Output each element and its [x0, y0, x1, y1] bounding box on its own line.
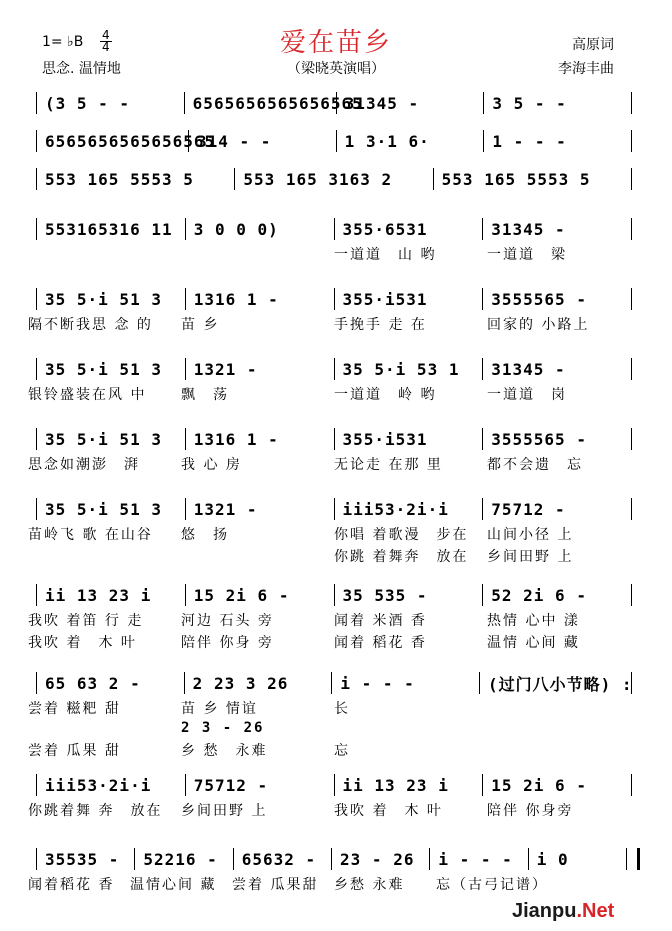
lyricist-credit: 高原词 — [572, 37, 614, 53]
lyric-segment: 我吹 着笛 行 走 — [28, 613, 144, 629]
lyric-segment: 你跳着舞 奔 放在 — [28, 803, 163, 819]
measure-notes: ii 13 23 i — [45, 585, 152, 605]
watermark-text-2: .Net — [576, 900, 615, 922]
lyric-line — [28, 454, 640, 474]
lyric-line — [28, 874, 640, 894]
barline — [482, 288, 483, 310]
barline — [433, 168, 434, 190]
barline — [185, 288, 186, 310]
measure-notes: 31345 - — [491, 219, 566, 239]
lyric-segment: 温情 心间 藏 — [487, 635, 580, 651]
barline — [482, 774, 483, 796]
measure-notes: 1321 - — [193, 499, 258, 519]
barline — [336, 92, 337, 114]
notation-line — [28, 496, 640, 522]
lyric-line — [28, 524, 640, 544]
measure-notes: 3555565 - — [491, 289, 587, 309]
barline — [185, 774, 186, 796]
measure-notes: 35 5·i 51 3 — [45, 289, 162, 309]
measure-notes: i 0 — [536, 849, 569, 869]
barline — [331, 672, 332, 694]
barline — [631, 168, 632, 190]
barline — [336, 130, 337, 152]
measure-notes: 1 3·1 6· — [344, 131, 430, 151]
lyric-segment: 我 心 房 — [181, 457, 242, 473]
notation-line — [28, 216, 640, 242]
measure-notes: ii 13 23 i — [342, 775, 449, 795]
lyric-segment: 忘 — [334, 743, 350, 759]
lyric-segment: 闻着 稻花 香 — [334, 635, 427, 651]
barline — [185, 584, 186, 606]
barline — [631, 92, 632, 114]
lyric-segment: 一道道 梁 — [487, 247, 567, 263]
lyric-line — [28, 800, 640, 820]
measure-notes: 31345 - — [491, 359, 566, 379]
barline — [334, 288, 335, 310]
lyric-segment: 尝着 瓜果 甜 — [28, 743, 121, 759]
lyric-segment: 我吹 着 木 叶 — [334, 803, 443, 819]
lyric-segment: 一道道 山 哟 — [334, 247, 437, 263]
lyric-line-second-verse — [28, 740, 640, 760]
alt-notation-line — [28, 720, 640, 736]
measure-notes: i - - - — [438, 849, 513, 869]
barline — [334, 584, 335, 606]
lyric-line-second-verse — [28, 632, 640, 652]
barline — [528, 848, 529, 870]
lyric-segment: 银铃盛装在风 中 — [28, 387, 147, 403]
singer-credit: （梁晓英演唱） — [287, 61, 385, 77]
composer-credit: 李海丰曲 — [558, 61, 614, 77]
barline — [429, 848, 430, 870]
barline — [233, 848, 234, 870]
lyric-segment: 悠 扬 — [181, 527, 229, 543]
measure-notes: 65632 - — [241, 849, 317, 869]
measure-notes: 75712 - — [193, 775, 269, 795]
barline — [631, 774, 632, 796]
barline — [36, 358, 37, 380]
time-signature — [100, 30, 112, 53]
measure-notes: (3 5 - - — [45, 93, 131, 113]
lyric-segment: 苗 乡 情谊 — [181, 701, 258, 717]
lyric-segment: 河边 石头 旁 — [181, 613, 274, 629]
barline — [36, 288, 37, 310]
barline — [482, 428, 483, 450]
barline — [185, 428, 186, 450]
barline — [36, 218, 37, 240]
lyric-segment: 乡间田野 上 — [181, 803, 268, 819]
lyric-line — [28, 384, 640, 404]
measure-notes: 553 165 5553 5 — [45, 169, 194, 189]
lyric-segment: 闻着稻花 香 — [28, 877, 115, 893]
lyric-segment: 忘（古弓记谱） — [436, 877, 548, 893]
tempo-mood: 思念. 温情地 — [42, 61, 121, 77]
barline — [36, 92, 37, 114]
lyric-segment: 你唱 着歌漫 步在 — [334, 527, 469, 543]
barline — [185, 218, 186, 240]
lyric-segment: 手挽手 走 在 — [334, 317, 427, 333]
measure-notes: 355·6531 — [342, 219, 428, 239]
measure-notes: 35 5·i 51 3 — [45, 499, 162, 519]
measure-notes: 3555565 - — [491, 429, 587, 449]
lyric-segment: 一道道 岭 哟 — [334, 387, 437, 403]
time-numerator: 4 — [102, 28, 110, 42]
measure-notes: 35 5·i 53 1 — [342, 359, 460, 379]
measure-notes: 1316 1 - — [193, 289, 279, 309]
lyric-segment: 隔不断我思 念 的 — [28, 317, 153, 333]
lyric-segment: 陪伴 你身旁 — [487, 803, 574, 819]
barline — [631, 218, 632, 240]
notation-line — [28, 772, 640, 798]
barline — [334, 358, 335, 380]
lyric-line-second-verse — [28, 546, 640, 566]
measure-notes: 35535 - — [45, 849, 120, 869]
lyric-segment: 山间小径 上 — [487, 527, 574, 543]
lyric-segment: 尝着 糍粑 甜 — [28, 701, 121, 717]
site-watermark — [512, 900, 614, 923]
measure-notes: iii53·2i·i — [45, 775, 152, 795]
barline — [36, 584, 37, 606]
barline — [188, 130, 189, 152]
measure-notes: 35 535 - — [342, 585, 428, 605]
lyric-segment: 陪伴 你身 旁 — [181, 635, 274, 651]
measure-notes: 355·i531 — [342, 289, 428, 309]
barline — [631, 584, 632, 606]
barline — [36, 498, 37, 520]
watermark-text-1: Jianpu — [512, 900, 577, 922]
lyric-segment: 乡 愁 永难 — [181, 743, 268, 759]
barline — [36, 168, 37, 190]
measure-notes: 52 2i 6 - — [491, 585, 587, 605]
final-barline — [637, 848, 640, 870]
measure-notes: 15 2i 6 - — [193, 585, 290, 605]
lyric-segment: 长 — [334, 701, 350, 717]
barline — [134, 848, 135, 870]
measure-notes: i - - - — [340, 673, 415, 693]
barline — [185, 498, 186, 520]
barline — [483, 92, 484, 114]
barline — [483, 130, 484, 152]
lyric-segment: 思念如潮澎 湃 — [28, 457, 140, 473]
notation-line — [28, 286, 640, 312]
lyric-segment: 苗 乡 — [181, 317, 220, 333]
barline — [334, 498, 335, 520]
notation-line — [28, 166, 640, 192]
key-signature: 1= ♭B — [42, 34, 84, 50]
barline — [482, 584, 483, 606]
barline — [631, 428, 632, 450]
measure-notes: 355·i531 — [342, 429, 428, 449]
notation-line — [28, 90, 640, 116]
barline — [334, 774, 335, 796]
measure-notes: 1321 - — [193, 359, 258, 379]
barline — [331, 848, 332, 870]
measure-notes: 6565656565656565 — [192, 93, 363, 113]
measure-notes: (过门八小节略) : — [488, 674, 633, 694]
barline — [482, 358, 483, 380]
lyric-segment: 闻着 米酒 香 — [334, 613, 427, 629]
barline — [334, 428, 335, 450]
lyric-segment: 都不会遗 忘 — [487, 457, 583, 473]
measure-notes: 2 23 3 26 — [192, 673, 289, 693]
notation-line — [28, 846, 640, 872]
lyric-segment: 无论走 在那 里 — [334, 457, 443, 473]
measure-notes: 31345 - — [344, 93, 420, 113]
lyric-segment: 乡愁 永难 — [334, 877, 405, 893]
barline — [482, 218, 483, 240]
measure-notes: 15 2i 6 - — [491, 775, 587, 795]
barline — [482, 498, 483, 520]
notation-line — [28, 426, 640, 452]
measure-notes: 65 63 2 - — [45, 673, 141, 693]
measure-notes: 314 - - — [197, 131, 272, 151]
notation-line — [28, 356, 640, 382]
barline — [185, 358, 186, 380]
lyric-line — [28, 314, 640, 334]
notation-line — [28, 128, 640, 154]
barline — [631, 130, 632, 152]
lyric-segment: 一道道 岗 — [487, 387, 567, 403]
measure-notes: 1 - - - — [492, 131, 567, 151]
lyric-segment: 温情心间 藏 — [130, 877, 217, 893]
lyric-line — [28, 610, 640, 630]
barline — [184, 672, 185, 694]
lyric-segment: 热情 心中 漾 — [487, 613, 580, 629]
measure-notes: 1316 1 - — [193, 429, 279, 449]
measure-notes: 553 165 5553 5 — [441, 169, 591, 189]
measure-notes: 6565656565656565 — [45, 131, 216, 151]
measure-notes: 553165316 11 — [45, 219, 173, 239]
lyric-segment: 乡间田野 上 — [487, 549, 574, 565]
barline — [36, 774, 37, 796]
barline — [36, 428, 37, 450]
barline — [631, 672, 632, 694]
measure-notes: 553 165 3163 2 — [243, 169, 393, 189]
lyric-line — [28, 698, 640, 718]
measure-notes: 23 - 26 — [340, 849, 415, 869]
notation-line — [28, 582, 640, 608]
measure-notes: 75712 - — [491, 499, 566, 519]
lyric-line — [28, 244, 640, 264]
barline — [631, 358, 632, 380]
lyric-segment: 回家的 小路上 — [487, 317, 590, 333]
time-denominator: 4 — [102, 40, 110, 54]
alt-measure-notes: 2 3 - 26 — [181, 720, 265, 736]
barline — [234, 168, 235, 190]
lyric-segment: 飘 荡 — [181, 387, 229, 403]
barline — [36, 848, 37, 870]
measure-notes: iii53·2i·i — [342, 499, 449, 519]
lyric-segment: 你跳 着舞奔 放在 — [334, 549, 469, 565]
barline — [334, 218, 335, 240]
barline — [36, 130, 37, 152]
lyric-segment: 我吹 着 木 叶 — [28, 635, 137, 651]
barline — [631, 498, 632, 520]
lyric-segment: 尝着 瓜果甜 — [232, 877, 319, 893]
barline — [479, 672, 480, 694]
measure-notes: 35 5·i 51 3 — [45, 359, 162, 379]
lyric-segment: 苗岭飞 歌 在山谷 — [28, 527, 153, 543]
measure-notes: 35 5·i 51 3 — [45, 429, 162, 449]
notation-line — [28, 670, 640, 696]
measure-notes: 3 0 0 0) — [193, 219, 279, 239]
measure-notes: 3 5 - - — [492, 93, 567, 113]
barline — [626, 848, 627, 870]
barline — [36, 672, 37, 694]
barline — [631, 288, 632, 310]
measure-notes: 52216 - — [143, 849, 218, 869]
song-title: 爱在苗乡 — [279, 28, 392, 58]
barline — [184, 92, 185, 114]
